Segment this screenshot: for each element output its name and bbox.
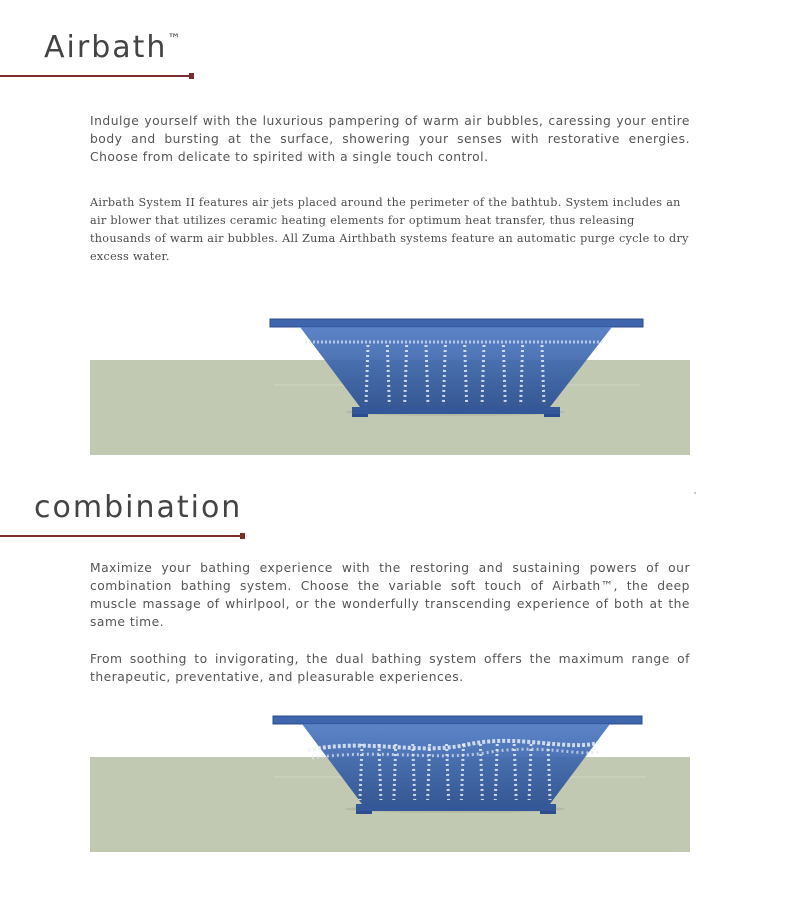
combination-tub-illustration bbox=[90, 712, 690, 854]
airbath-heading bbox=[44, 30, 180, 65]
combination-heading: combination bbox=[34, 490, 243, 525]
airbath-system-paragraph: Airbath System II features air jets placed around the perimeter of the bathtub. System includes an air blower that utilizes ceramic heating elements for optimum heat transfer, thus releasing thousands of warm air bubbles. All Zuma Airthbath systems feature an automatic purge cycle to dry excess water. bbox=[90, 196, 689, 263]
airbath-title: Airbath bbox=[44, 30, 168, 65]
airbath-tub-illustration bbox=[90, 315, 690, 457]
trademark-symbol: ™ bbox=[167, 32, 181, 47]
combination-range-paragraph: From soothing to invigorating, the dual bathing system offers the maximum range of therapeutic, preventative, and pleasurable experiences. bbox=[90, 652, 690, 684]
stray-dot bbox=[694, 492, 696, 494]
tub-rim bbox=[273, 716, 642, 724]
airbath-intro-paragraph: Indulge yourself with the luxurious pampering of warm air bubbles, caressing your entire body and bursting at the surface, showering your senses with restorative energies. Choose from delicate to spirited with a single touch control. bbox=[90, 114, 690, 164]
airbath-heading-rule bbox=[0, 75, 192, 77]
combination-heading-rule bbox=[0, 535, 243, 537]
combination-intro-paragraph: Maximize your bathing experience with the restoring and sustaining powers of our combination bathing system. Choose the variable soft touch of Airbath™, the deep muscle massage of whirlpool, or the wonderfully transcending experience of both at the same time. bbox=[90, 561, 690, 629]
tub-rim bbox=[270, 319, 643, 327]
